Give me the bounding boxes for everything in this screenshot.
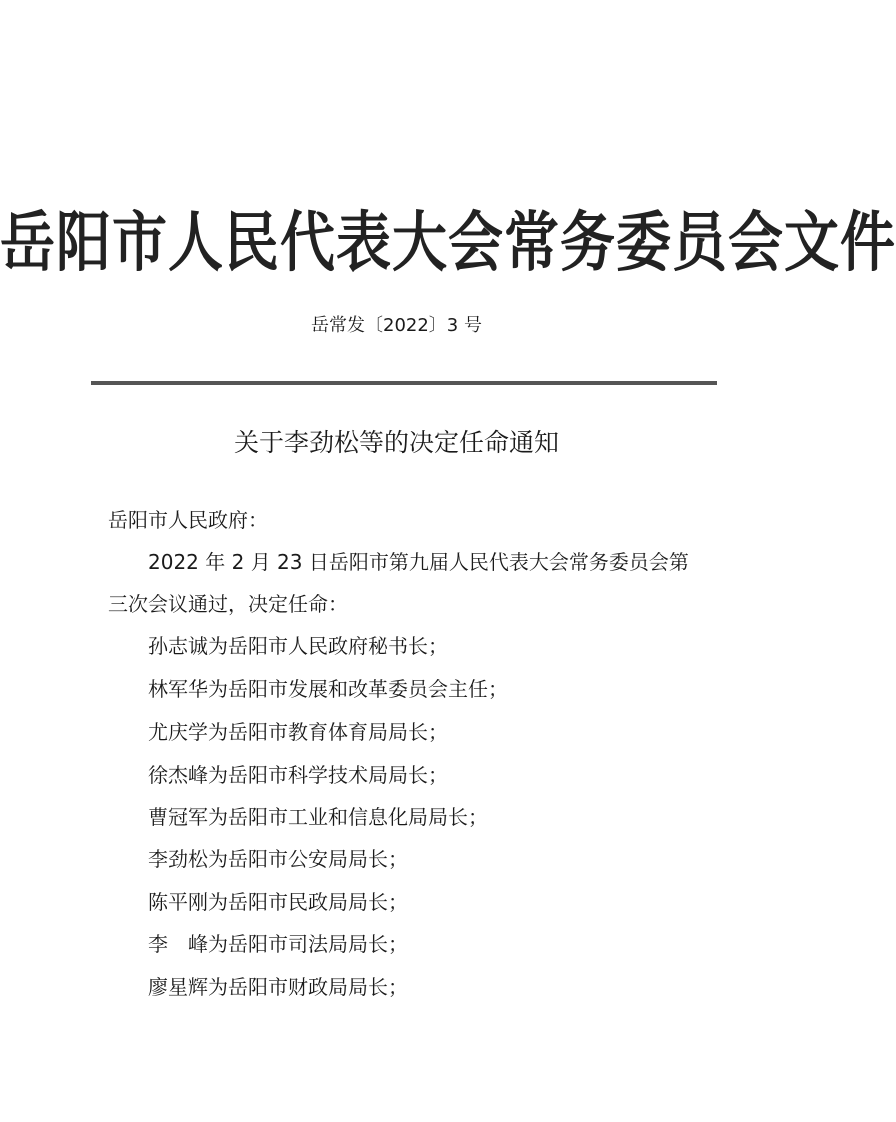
appointment-item: 尤庆学为岳阳市教育体育局局长； [148, 720, 448, 744]
appointment-item: 曹冠军为岳阳市工业和信息化局局长； [148, 805, 488, 829]
appointment-item: 孙志诚为岳阳市人民政府秘书长； [148, 634, 448, 658]
appointment-item: 廖星辉为岳阳市财政局局长； [148, 975, 408, 999]
recipient-line: 岳阳市人民政府： [108, 508, 268, 532]
document-number: 岳常发〔2022〕3 号 [311, 315, 482, 336]
appointment-item: 林军华为岳阳市发展和改革委员会主任； [148, 677, 508, 701]
document-header-title: 岳阳市人民代表大会常务委员会文件 [0, 204, 896, 280]
appointment-item: 李劲松为岳阳市公安局局长； [148, 847, 408, 871]
appointment-item: 陈平刚为岳阳市民政局局长； [148, 890, 408, 914]
notice-title: 关于李劲松等的决定任命通知 [233, 428, 559, 457]
appointment-item: 李 峰为岳阳市司法局局长； [148, 932, 408, 956]
header-divider [91, 381, 717, 385]
intro-paragraph-line-2: 三次会议通过，决定任命： [108, 592, 348, 616]
intro-paragraph-line-1: 2022 年 2 月 23 日岳阳市第九届人民代表大会常务委员会第 [148, 550, 689, 574]
appointment-item: 徐杰峰为岳阳市科学技术局局长； [148, 763, 448, 787]
